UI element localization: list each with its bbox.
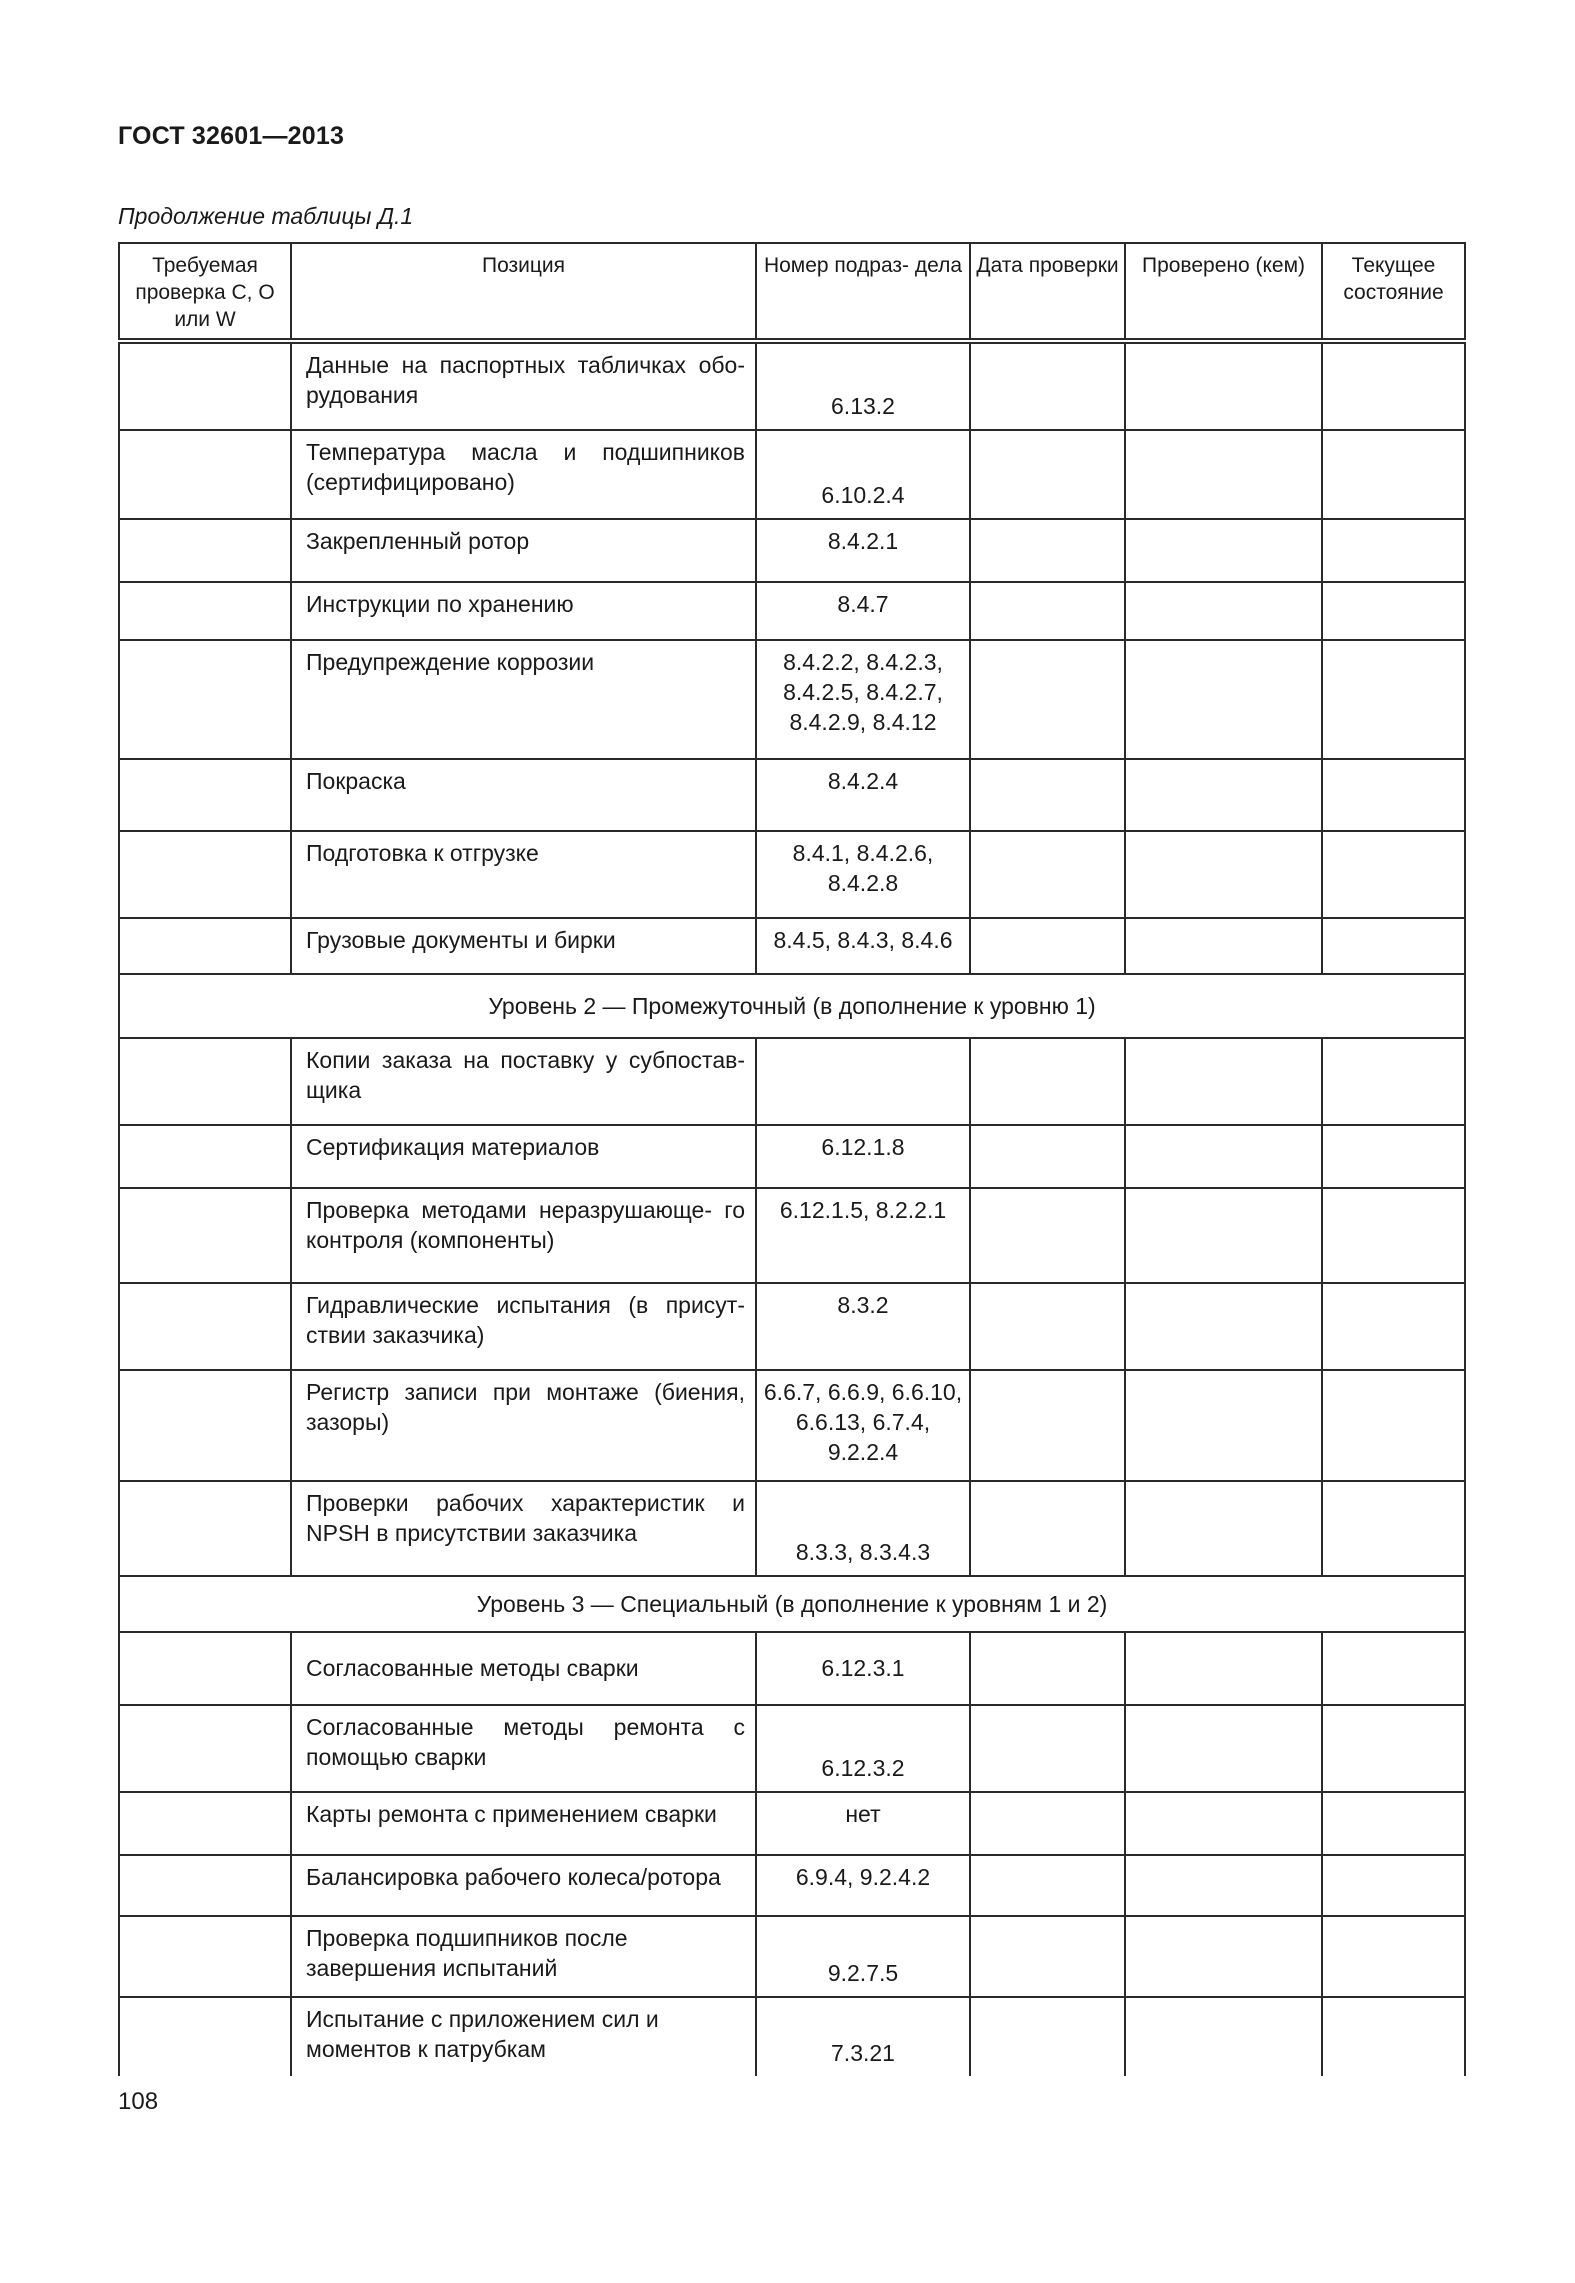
checked-by-cell: [1125, 1188, 1322, 1283]
table-row: [119, 1792, 1465, 1855]
position-cell: Подготовка к отгрузке: [291, 831, 756, 918]
table-row: [119, 1855, 1465, 1916]
check-cell: [119, 1855, 291, 1916]
check-cell: [119, 430, 291, 519]
check-cell: [119, 582, 291, 640]
checked-by-cell: [1125, 918, 1322, 974]
subsection-cell: 6.13.2: [756, 341, 970, 430]
position-cell: Закрепленный ротор: [291, 519, 756, 582]
position-cell: Грузовые документы и бирки: [291, 918, 756, 974]
state-cell: [1322, 640, 1465, 759]
state-cell: [1322, 1792, 1465, 1855]
state-cell: [1322, 918, 1465, 974]
level-3-heading: Уровень 3 — Специальный (в дополнение к уровням 1 и 2): [119, 1576, 1465, 1632]
check-cell: [119, 1125, 291, 1188]
table-row: [119, 759, 1465, 831]
table-row: [119, 1188, 1465, 1283]
date-cell: [970, 1997, 1125, 2076]
date-cell: [970, 1370, 1125, 1481]
date-cell: [970, 341, 1125, 430]
check-cell: [119, 1481, 291, 1576]
state-cell: [1322, 519, 1465, 582]
date-cell: [970, 759, 1125, 831]
checked-by-cell: [1125, 1481, 1322, 1576]
subsection-cell: 8.4.2.2, 8.4.2.3, 8.4.2.5, 8.4.2.7, 8.4.2.9, 8.4.12: [756, 640, 970, 759]
level-row: [119, 1576, 1465, 1632]
check-cell: [119, 1792, 291, 1855]
column-header-required-check: Требуемая проверка С, О или W: [119, 243, 291, 341]
position-cell: Гидравлические испытания (в присут- ствии заказчика): [291, 1283, 756, 1370]
date-cell: [970, 1125, 1125, 1188]
checked-by-cell: [1125, 1855, 1322, 1916]
subsection-cell: 8.4.7: [756, 582, 970, 640]
table-caption: Продолжение таблицы Д.1: [118, 203, 414, 229]
check-cell: [119, 1916, 291, 1997]
subsection-cell: 6.12.1.8: [756, 1125, 970, 1188]
state-cell: [1322, 341, 1465, 430]
level-row: [119, 974, 1465, 1038]
subsection-cell: 8.4.2.1: [756, 519, 970, 582]
checked-by-cell: [1125, 759, 1322, 831]
state-cell: [1322, 1125, 1465, 1188]
check-cell: [119, 1370, 291, 1481]
date-cell: [970, 1705, 1125, 1792]
position-cell: Покраска: [291, 759, 756, 831]
page-number: 108: [118, 2088, 159, 2115]
date-cell: [970, 1481, 1125, 1576]
date-cell: [970, 582, 1125, 640]
state-cell: [1322, 1188, 1465, 1283]
checked-by-cell: [1125, 1705, 1322, 1792]
date-cell: [970, 430, 1125, 519]
position-cell: Испытание с приложением сил и моментов к патрубкам: [291, 1997, 756, 2076]
state-cell: [1322, 430, 1465, 519]
state-cell: [1322, 1916, 1465, 1997]
column-header-position: Позиция: [291, 243, 756, 341]
level-2-heading: Уровень 2 — Промежуточный (в дополнение к уровню 1): [119, 974, 1465, 1038]
table-row: [119, 918, 1465, 974]
check-cell: [119, 341, 291, 430]
table-row: [119, 1916, 1465, 1997]
table-row: [119, 1038, 1465, 1125]
table-row: [119, 1481, 1465, 1576]
checked-by-cell: [1125, 1632, 1322, 1705]
state-cell: [1322, 1997, 1465, 2076]
column-header-subsection-number: Номер подраз- дела: [756, 243, 970, 341]
checked-by-cell: [1125, 1792, 1322, 1855]
position-cell: Проверка подшипников после завершения испытаний: [291, 1916, 756, 1997]
subsection-cell: 9.2.7.5: [756, 1916, 970, 1997]
subsection-cell: 6.6.7, 6.6.9, 6.6.10, 6.6.13, 6.7.4, 9.2.2.4: [756, 1370, 970, 1481]
date-cell: [970, 918, 1125, 974]
check-cell: [119, 1283, 291, 1370]
inspection-table: [118, 242, 1466, 2076]
subsection-cell: 8.4.1, 8.4.2.6, 8.4.2.8: [756, 831, 970, 918]
check-cell: [119, 918, 291, 974]
state-cell: [1322, 1283, 1465, 1370]
check-cell: [119, 759, 291, 831]
table-header-row: [119, 243, 1465, 341]
table-row: [119, 341, 1465, 430]
table-row: [119, 831, 1465, 918]
position-cell: Проверка методами неразрушающе- го контроля (компоненты): [291, 1188, 756, 1283]
checked-by-cell: [1125, 582, 1322, 640]
subsection-cell: 8.4.5, 8.4.3, 8.4.6: [756, 918, 970, 974]
check-cell: [119, 1997, 291, 2076]
check-cell: [119, 640, 291, 759]
position-cell: Сертификация материалов: [291, 1125, 756, 1188]
position-cell: Согласованные методы сварки: [291, 1632, 756, 1705]
check-cell: [119, 1188, 291, 1283]
date-cell: [970, 1855, 1125, 1916]
document-header: ГОСТ 32601—2013: [118, 122, 345, 150]
table-row: [119, 1632, 1465, 1705]
subsection-cell: 6.10.2.4: [756, 430, 970, 519]
checked-by-cell: [1125, 1283, 1322, 1370]
checked-by-cell: [1125, 640, 1322, 759]
state-cell: [1322, 1481, 1465, 1576]
checked-by-cell: [1125, 1997, 1322, 2076]
column-header-current-state: Текущее состояние: [1322, 243, 1465, 341]
subsection-cell: 6.12.3.2: [756, 1705, 970, 1792]
table-row: [119, 1125, 1465, 1188]
date-cell: [970, 640, 1125, 759]
date-cell: [970, 1188, 1125, 1283]
checked-by-cell: [1125, 519, 1322, 582]
date-cell: [970, 1916, 1125, 1997]
date-cell: [970, 1632, 1125, 1705]
checked-by-cell: [1125, 831, 1322, 918]
table-row: [119, 1370, 1465, 1481]
table-row: [119, 519, 1465, 582]
subsection-cell: 6.12.1.5, 8.2.2.1: [756, 1188, 970, 1283]
subsection-cell: 7.3.21: [756, 1997, 970, 2076]
checked-by-cell: [1125, 1038, 1322, 1125]
check-cell: [119, 519, 291, 582]
position-cell: Предупреждение коррозии: [291, 640, 756, 759]
checked-by-cell: [1125, 430, 1322, 519]
table-row: [119, 640, 1465, 759]
subsection-cell: 8.3.2: [756, 1283, 970, 1370]
check-cell: [119, 1705, 291, 1792]
position-cell: Регистр записи при монтаже (биения, зазоры): [291, 1370, 756, 1481]
subsection-cell: 8.4.2.4: [756, 759, 970, 831]
subsection-cell: нет: [756, 1792, 970, 1855]
position-cell: Карты ремонта с применением сварки: [291, 1792, 756, 1855]
position-cell: Балансировка рабочего колеса/ротора: [291, 1855, 756, 1916]
checked-by-cell: [1125, 341, 1322, 430]
state-cell: [1322, 582, 1465, 640]
state-cell: [1322, 759, 1465, 831]
position-cell: Согласованные методы ремонта с помощью сварки: [291, 1705, 756, 1792]
table-row: [119, 1997, 1465, 2076]
table-row: [119, 430, 1465, 519]
table-row: [119, 1283, 1465, 1370]
date-cell: [970, 519, 1125, 582]
date-cell: [970, 831, 1125, 918]
column-header-checked-by: Проверено (кем): [1125, 243, 1322, 341]
position-cell: Температура масла и подшипников (сертифицировано): [291, 430, 756, 519]
check-cell: [119, 1038, 291, 1125]
checked-by-cell: [1125, 1916, 1322, 1997]
state-cell: [1322, 1038, 1465, 1125]
state-cell: [1322, 1632, 1465, 1705]
position-cell: Проверки рабочих характеристик и NPSH в присутствии заказчика: [291, 1481, 756, 1576]
check-cell: [119, 831, 291, 918]
date-cell: [970, 1283, 1125, 1370]
checked-by-cell: [1125, 1125, 1322, 1188]
state-cell: [1322, 831, 1465, 918]
date-cell: [970, 1038, 1125, 1125]
subsection-cell: 6.9.4, 9.2.4.2: [756, 1855, 970, 1916]
position-cell: Инструкции по хранению: [291, 582, 756, 640]
subsection-cell: 8.3.3, 8.3.4.3: [756, 1481, 970, 1576]
checked-by-cell: [1125, 1370, 1322, 1481]
subsection-cell: [756, 1038, 970, 1125]
column-header-check-date: Дата проверки: [970, 243, 1125, 341]
state-cell: [1322, 1370, 1465, 1481]
table-row: [119, 1705, 1465, 1792]
date-cell: [970, 1792, 1125, 1855]
table-row: [119, 582, 1465, 640]
state-cell: [1322, 1855, 1465, 1916]
subsection-cell: 6.12.3.1: [756, 1632, 970, 1705]
check-cell: [119, 1632, 291, 1705]
position-cell: Копии заказа на поставку у субпостав- щика: [291, 1038, 756, 1125]
position-cell: Данные на паспортных табличках обо- рудования: [291, 341, 756, 430]
state-cell: [1322, 1705, 1465, 1792]
